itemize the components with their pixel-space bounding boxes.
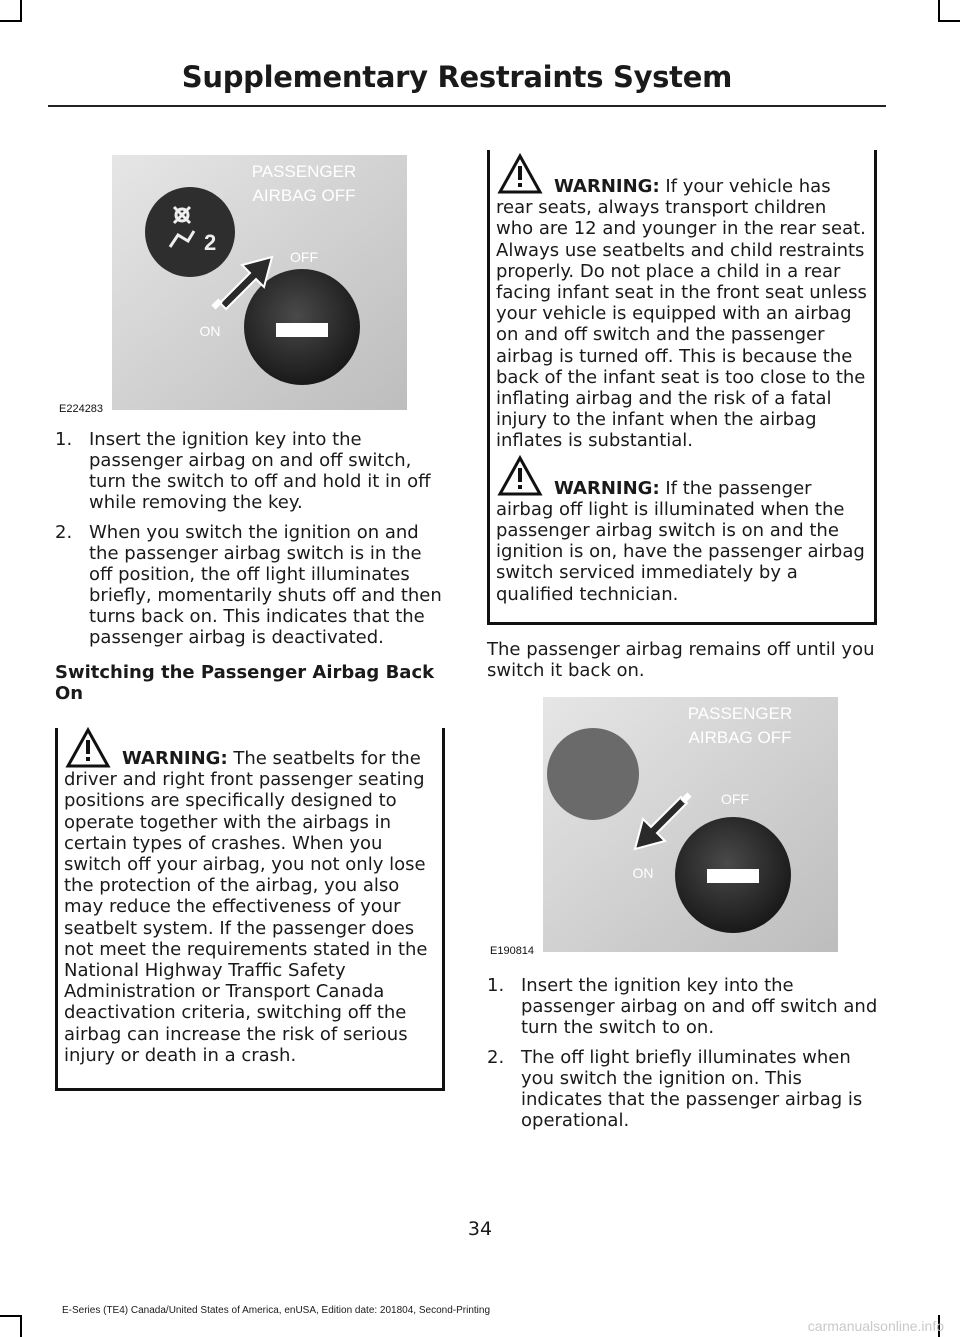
right-steps	[487, 975, 882, 1131]
crop-mark-bottom-left-v	[20, 1315, 22, 1337]
fig2-label-line1: PASSENGER	[687, 704, 793, 723]
warning-triangle-icon	[496, 152, 554, 196]
figure2-code: E190814	[490, 945, 535, 957]
list-item: 2. When you switch the ignition on and the passenger airbag switch is in the off position, the off light illuminates briefly, momentarily shuts off and then turns back on. This indicates that the passenger airbag is deactivated.	[55, 522, 442, 648]
fig1-label-line2: AIRBAG OFF	[252, 186, 356, 205]
airbag-off-lamp	[145, 187, 235, 277]
left-column	[55, 429, 447, 704]
crop-mark-top-right-h	[938, 20, 960, 22]
airbag-switch-illustration	[112, 155, 407, 410]
crop-mark-top-right-v	[938, 0, 940, 22]
section-heading: Switching the Passenger Airbag Back On	[55, 662, 435, 704]
airbag-switch-illustration	[543, 697, 838, 952]
crop-mark-top-left-v	[20, 0, 22, 22]
page-title: Supplementary Restraints System	[181, 60, 732, 94]
warning-paragraph: WARNING: If the passenger airbag off light is illuminated when the passenger airbag switch is on and the ignition is on, have the passenger airbag switch serviced immediately by a qualified technician.	[496, 478, 868, 605]
fig1-label-line1: PASSENGER	[251, 162, 357, 181]
key-slot	[707, 869, 759, 883]
header-rule	[48, 105, 886, 107]
fig1-off-label: OFF	[290, 249, 318, 265]
warning-box-seatbelts	[55, 728, 445, 1091]
warning-triangle-icon	[64, 726, 122, 770]
list-item: 1. Insert the ignition key into the passenger airbag on and off switch, turn the switch to off and hold it in off while removing the key.	[55, 429, 431, 513]
list-item: 1. Insert the ignition key into the passenger airbag on and off switch and turn the switch to on.	[487, 975, 878, 1038]
fig2-off-label: OFF	[721, 791, 749, 807]
figure-airbag-switch-on	[490, 697, 838, 957]
crop-mark-bottom-left-h	[0, 1315, 22, 1317]
remains-off-paragraph: The passenger airbag remains off until you switch it back on.	[487, 639, 875, 681]
fig1-icon-digit: 2	[204, 230, 217, 255]
fig2-on-label: ON	[632, 865, 654, 881]
warning-paragraph: WARNING: If your vehicle has rear seats, always transport children who are 12 and younger in the rear seat. Always use seatbelts and child restraints properly. Do not place a child in a rear facing infant seat in the front seat unless your vehicle is equipped with an airbag on and off switch and the passenger airbag is turned off. This is because the back of the infant seat is too close to the inflating airbag and the risk of a fatal injury to the infant when the airbag inflates is substantial.	[496, 176, 868, 452]
warning-paragraph: WARNING: The seatbelts for the driver and right front passenger seating positions are specifically designed to operate together with the airbags in certain types of crashes. When you switch off your airbag, you not only lose the protection of the airbag, you also may reduce the effectiveness of your seatbelt system. If the passenger does not meet the requirements stated in the National Highway Traffic Safety Administration or Transport Canada deactivation criteria, switching off the airbag can increase the risk of serious injury or death in a crash.	[64, 736, 434, 1066]
watermark: carmanualsonline.info	[807, 1318, 944, 1334]
figure-airbag-switch-off	[59, 155, 407, 415]
list-item: 2. The off light briefly illuminates when you switch the ignition on. This indicates that the passenger airbag is operational.	[487, 1047, 863, 1131]
crop-mark-top-left-h	[0, 20, 22, 22]
key-slot	[276, 323, 328, 337]
warning-triangle-icon	[496, 454, 554, 498]
fig1-on-label: ON	[199, 323, 221, 339]
airbag-off-lamp	[547, 728, 639, 820]
page-number: 34	[467, 1218, 493, 1240]
fig2-label-line2: AIRBAG OFF	[688, 728, 792, 747]
right-steps-column	[487, 975, 882, 1140]
figure1-code: E224283	[59, 403, 104, 415]
warning-box-children	[487, 150, 877, 625]
left-steps	[55, 429, 447, 648]
footer-edition: E-Series (TE4) Canada/United States of America, enUSA, Edition date: 201804, Second-Printing	[62, 1305, 491, 1316]
